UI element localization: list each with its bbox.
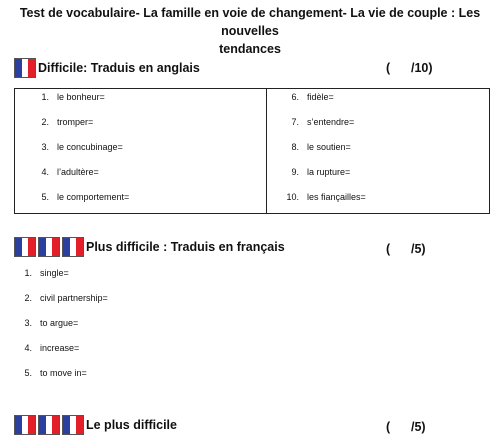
list-item: 3. to argue= xyxy=(24,318,79,328)
list-item: 1. le bonheur= xyxy=(41,92,105,102)
section-1-score: ( /10) xyxy=(386,61,433,75)
list-item: 1. single= xyxy=(24,268,69,278)
list-item: 6. fidèle= xyxy=(291,92,334,102)
list-item: 9. la rupture= xyxy=(291,167,351,177)
section-2-heading-text: Plus difficile : Traduis en français xyxy=(86,240,285,254)
section-3-heading xyxy=(14,414,177,436)
title-line-2: tendances xyxy=(219,42,281,56)
list-item: 8. le soutien= xyxy=(291,142,351,152)
table-divider xyxy=(266,89,267,213)
section-3-score: ( /5) xyxy=(386,420,426,434)
list-item: 4. increase= xyxy=(24,343,80,353)
section-1-heading xyxy=(14,57,200,79)
list-item: 4. l’adultère= xyxy=(41,167,99,177)
french-flag-icon xyxy=(38,415,60,435)
list-item: 5. le comportement= xyxy=(41,192,130,202)
french-flag-icon xyxy=(14,58,36,78)
section-1-heading-text: Difficile: Traduis en anglais xyxy=(38,61,200,75)
list-item: 7. s’entendre= xyxy=(291,117,355,127)
list-item: 2. civil partnership= xyxy=(24,293,108,303)
french-flag-icon xyxy=(14,415,36,435)
section-2-heading xyxy=(14,236,285,258)
french-flag-icon xyxy=(38,237,60,257)
list-item: 2. tromper= xyxy=(41,117,94,127)
list-item: 10. les fiançailles= xyxy=(286,192,366,202)
title-line-1: Test de vocabulaire- La famille en voie de changement- La vie de couple : Les nouvelles xyxy=(19,6,481,38)
page-title xyxy=(0,4,500,58)
section-3-heading-text: Le plus difficile xyxy=(86,418,177,432)
translation-table xyxy=(14,88,490,214)
section-2-score: ( /5) xyxy=(386,242,426,256)
list-item: 3. le concubinage= xyxy=(41,142,123,152)
french-flag-icon xyxy=(62,237,84,257)
list-item: 5. to move in= xyxy=(24,368,87,378)
french-flag-icon xyxy=(62,415,84,435)
french-flag-icon xyxy=(14,237,36,257)
